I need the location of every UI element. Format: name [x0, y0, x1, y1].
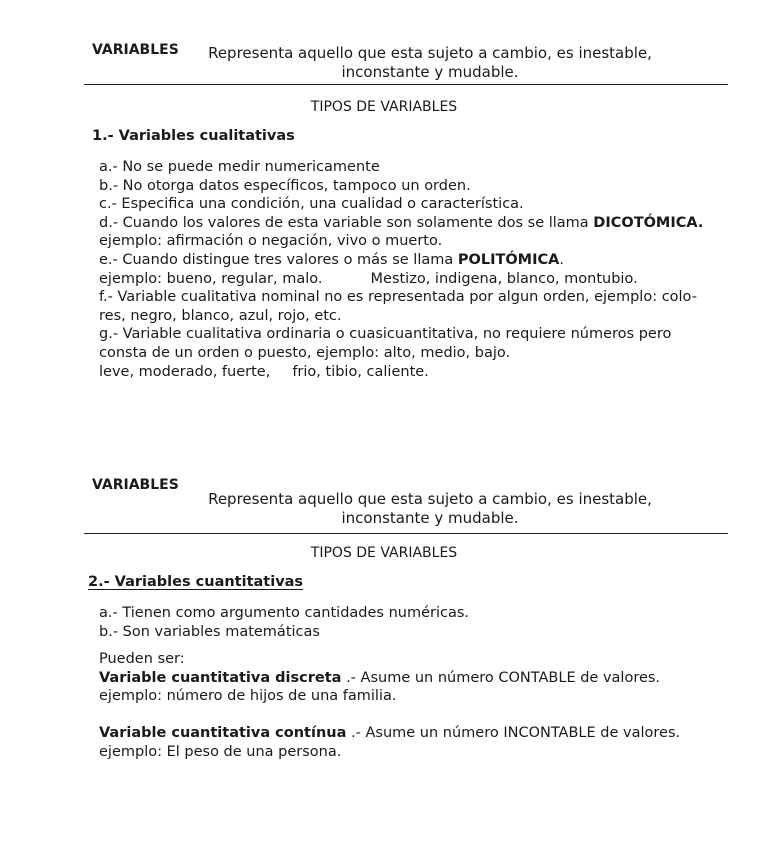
item-e-period: .: [559, 251, 564, 268]
quantitative-types: [99, 650, 660, 706]
continua-text: .- Asume un número INCONTABLE de valores.: [351, 725, 681, 741]
continua-line: [99, 724, 680, 743]
item-g-line-3: [99, 363, 703, 382]
item-g-line-3b: frio, tibio, caliente.: [292, 363, 429, 380]
discreta-text: .- Asume un número CONTABLE de valores.: [346, 669, 661, 686]
definition-2-line-1: Representa aquello que esta sujeto a cambio, es inestable,: [208, 490, 652, 508]
item-d: [99, 214, 703, 233]
discreta-example: ejemplo: número de hijos de una familia.: [99, 688, 397, 705]
term-variables: VARIABLES: [92, 42, 179, 58]
divider-line: [84, 84, 728, 85]
item-e-text: e.- Cuando distingue tres valores o más se llama: [99, 251, 454, 268]
types-heading: TIPOS DE VARIABLES: [310, 99, 458, 115]
section-title-quantitative: 2.- Variables cuantitativas: [88, 574, 304, 590]
item-d-example: ejemplo: afirmación o negación, vivo o muerto.: [99, 233, 443, 250]
item-d-text: d.- Cuando los valores de esta variable son solamente dos se llama: [99, 214, 589, 231]
term-variables-2: VARIABLES: [92, 477, 179, 493]
item-e: [99, 251, 703, 270]
continua-block: [99, 724, 680, 761]
types-heading-2: TIPOS DE VARIABLES: [310, 545, 458, 561]
item-a: a.- No se puede medir numericamente: [99, 159, 380, 175]
item-e-example-2: Mestizo, indigena, blanco, montubio.: [370, 270, 638, 287]
item-c: c.- Especifica una condición, una cualidad o característica.: [99, 196, 524, 213]
continua-example: ejemplo: El peso de una persona.: [99, 743, 342, 760]
item-g-line-2: consta de un orden o puesto, ejemplo: alto, medio, bajo.: [99, 344, 511, 361]
definition-line-1: Representa aquello que esta sujeto a cambio, es inestable,: [208, 44, 652, 62]
item-b-2: b.- Son variables matemáticas: [99, 623, 320, 640]
item-g-line-1: g.- Variable cualitativa ordinaria o cuasicuantitativa, no requiere números pero: [99, 326, 672, 343]
item-f-line-2: res, negro, blanco, azul, rojo, etc.: [99, 307, 342, 324]
item-a-2: a.- Tienen como argumento cantidades numéricas.: [99, 605, 470, 621]
item-e-example: [99, 270, 703, 289]
discreta-term: Variable cuantitativa discreta: [99, 669, 342, 686]
quantitative-list: [99, 604, 469, 641]
politomica-term: POLITÓMICA: [457, 251, 560, 268]
definition-2-line-2: inconstante y mudable.: [341, 509, 519, 527]
item-e-example-1: ejemplo: bueno, regular, malo.: [99, 270, 323, 287]
divider-line-2: [84, 533, 728, 534]
pueden-ser: Pueden ser:: [99, 651, 185, 667]
item-f-line-1: f.- Variable cualitativa nominal no es representada por algun orden, ejemplo: colo-: [99, 289, 697, 306]
item-g-line-3a: leve, moderado, fuerte,: [99, 363, 271, 380]
definition-line-2: inconstante y mudable.: [341, 63, 519, 81]
continua-term: Variable cuantitativa contínua: [99, 725, 347, 741]
discreta-line: [99, 669, 660, 688]
section-title-qualitative: 1.- Variables cualitativas: [92, 128, 295, 144]
dicotomica-term: DICOTÓMICA.: [593, 214, 704, 231]
item-b: b.- No otorga datos específicos, tampoco un orden.: [99, 177, 471, 194]
qualitative-list: [99, 158, 703, 381]
